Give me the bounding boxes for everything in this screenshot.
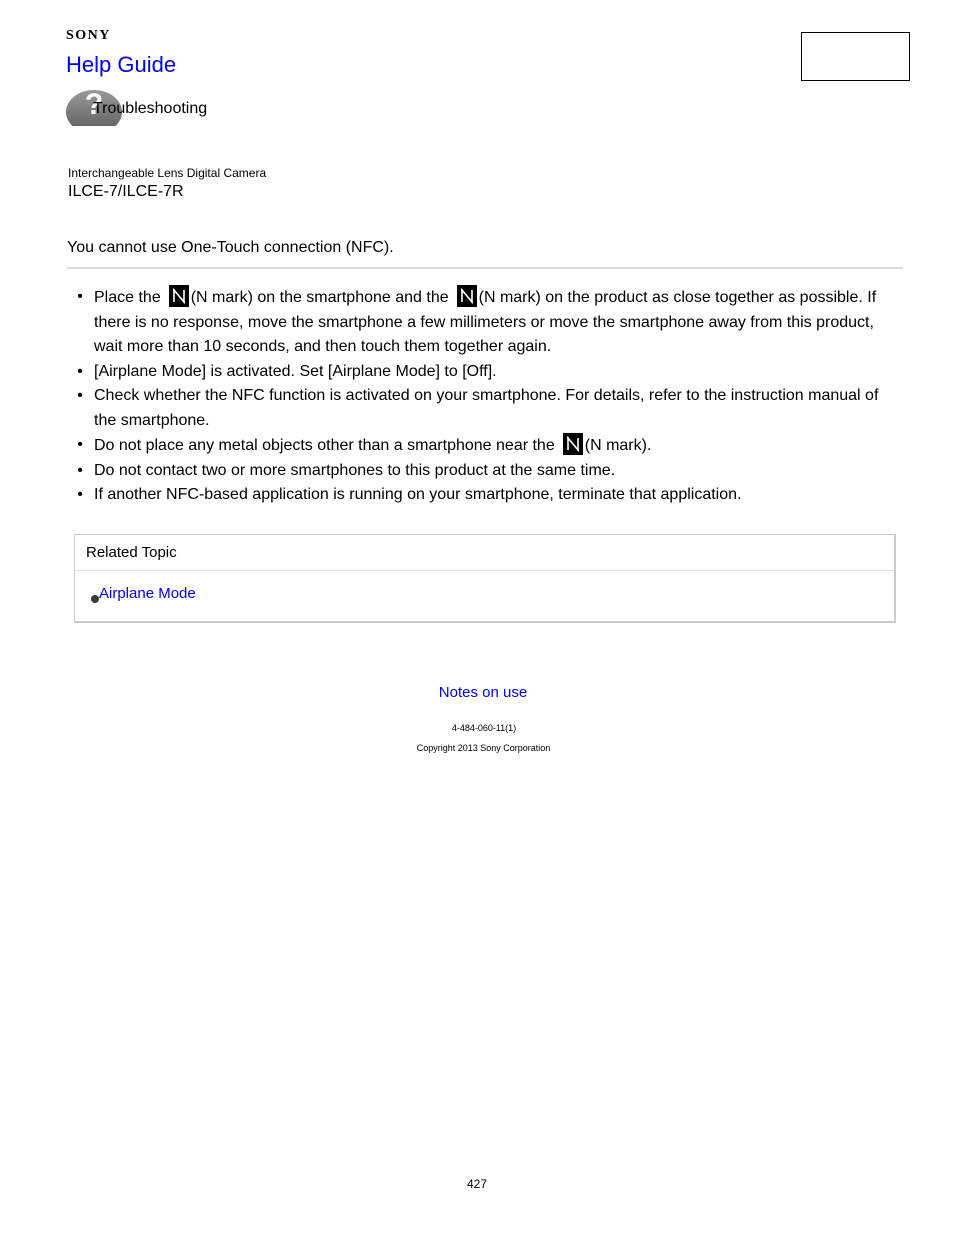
bullet-text: (N mark) on the product as close together as possible. If there is no response, move the smartphone a few millimeters or move the smartphone away from this product, wait more than 10 seconds, and then touch them together again. [94, 289, 877, 355]
related-topic-header [75, 535, 894, 571]
category-label: Troubleshooting [93, 100, 208, 117]
bullet-text: Place the [94, 289, 161, 306]
bullet-dot-icon [91, 595, 99, 603]
bullet-dot: • [77, 461, 83, 479]
bullet-text: Do not place any metal objects other than a smartphone near the [94, 437, 555, 454]
related-link-item [91, 585, 196, 603]
title-divider [67, 267, 903, 269]
copyright: Copyright 2013 Sony Corporation [416, 743, 551, 753]
bullet-text: [Airplane Mode] is activated. Set [Airplane Mode] to [Off]. [94, 362, 497, 380]
notes-on-use-container [0, 684, 954, 702]
bullet-dot: • [77, 436, 83, 453]
bullet-text: (N mark) on the smartphone and the [190, 289, 449, 306]
bullet-text: Check whether the NFC function is activated on your smartphone. For details, refer to the instruction manual of the smartphone. [94, 387, 879, 429]
n-mark-icon [457, 285, 477, 307]
svg-text:?: ? [84, 90, 104, 121]
list-item [75, 285, 900, 360]
list-item [75, 384, 900, 433]
bullet-dot: • [77, 362, 83, 380]
product-type: Interchangeable Lens Digital Camera [68, 166, 267, 180]
page-number: 427 [466, 1177, 488, 1191]
related-topic-title: Related Topic [86, 544, 177, 561]
model-name: ILCE-7/ILCE-7R [68, 183, 184, 200]
list-item [75, 483, 900, 508]
header-box [801, 32, 910, 81]
list-item [75, 433, 900, 459]
page-title: You cannot use One-Touch connection (NFC). [67, 239, 394, 256]
bullet-dot: • [77, 486, 83, 503]
n-mark-icon [169, 285, 189, 307]
bullet-text: (N mark). [584, 437, 652, 454]
bullet-dot: • [77, 387, 83, 404]
related-topic-box [74, 534, 896, 623]
list-item [75, 360, 900, 385]
bullet-dot: • [77, 288, 83, 305]
bullet-text: Do not contact two or more smartphones to this product at the same time. [94, 461, 616, 479]
sony-logo: SONY [66, 28, 111, 43]
help-guide-link[interactable]: Help Guide [66, 52, 177, 77]
bullet-text: If another NFC-based application is running on your smartphone, terminate that application. [94, 486, 742, 503]
airplane-mode-link[interactable]: Airplane Mode [99, 585, 196, 602]
n-mark-icon [563, 433, 583, 455]
document-code: 4-484-060-11(1) [451, 723, 517, 733]
notes-on-use-link[interactable]: Notes on use [438, 684, 528, 701]
bullet-list [75, 285, 900, 508]
list-item [75, 459, 900, 484]
